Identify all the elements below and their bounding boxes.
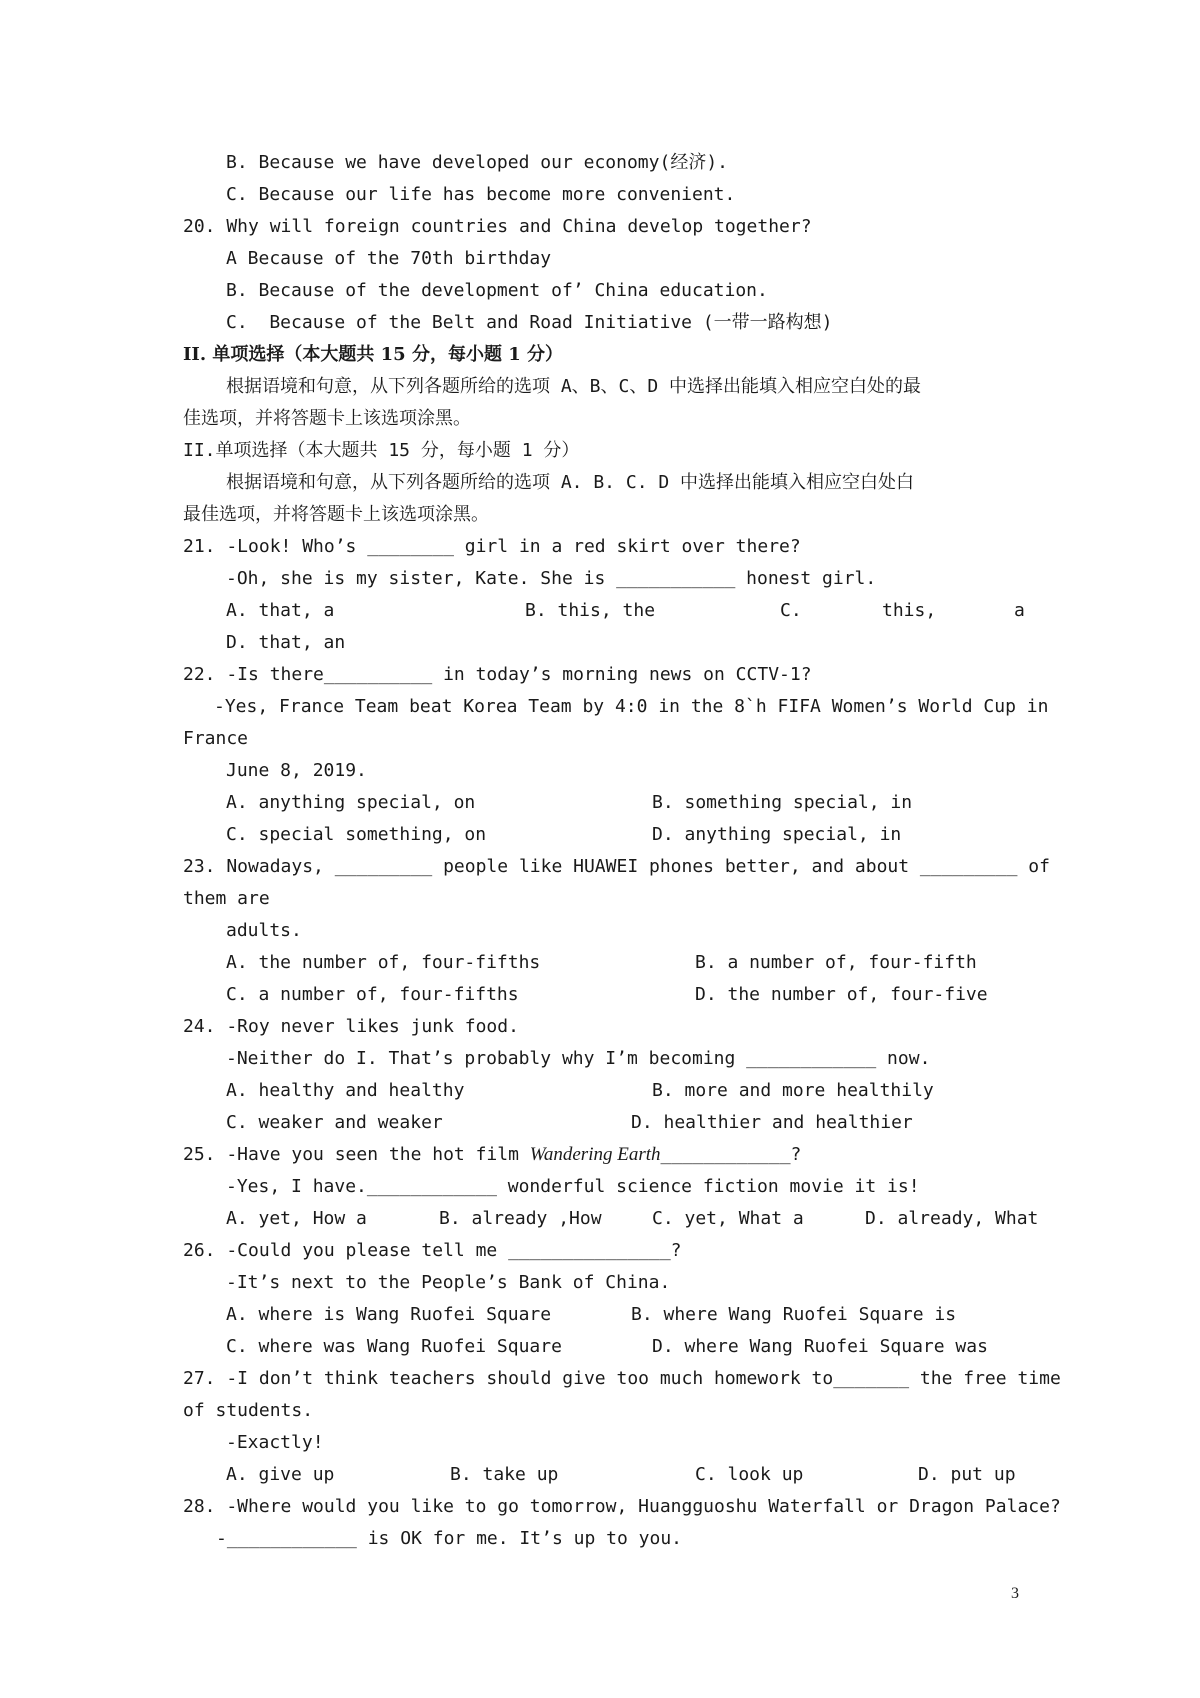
q19-option-b: B. Because we have developed our economy(经济). [226,152,728,173]
q20-option-c: C. Because of the Belt and Road Initiative (一带一路构想) [226,312,833,333]
q25-question-line2: -Yes, I have.____________ wonderful science fiction movie it is! [226,1176,920,1197]
q23-question-end: adults. [226,920,302,941]
q20-option-a: A Because of the 70th birthday [226,248,552,269]
q20-question: 20. Why will foreign countries and China develop together? [183,216,812,237]
section-instructions-cont: 佳选项，并将答题卡上该选项涂黑。 [183,408,471,429]
q24-option-a: A. healthy and healthy [226,1080,465,1101]
q25-option-d: D. already, What [865,1208,1039,1229]
q24-option-d: D. healthier and healthier [631,1112,913,1133]
section-instructions-repeat-cont: 最佳选项，并将答题卡上该选项涂黑。 [183,504,489,525]
q27-option-b: B. take up [450,1464,559,1485]
q27-option-a: A. give up [226,1464,335,1485]
q21-question-line2: -Oh, she is my sister, Kate. She is ___________ honest girl. [226,568,877,589]
q27-option-d: D. put up [918,1464,1016,1485]
q25-film-title: Wandering Earth [529,1144,661,1165]
q22-answer-line: -Yes, France Team beat Korea Team by 4:0 in the 8`h FIFA Women’s World Cup in [214,696,1049,717]
q23-option-a: A. the number of, four-fifths [226,952,541,973]
q24-question-line2: -Neither do I. That’s probably why I’m becoming ____________ now. [226,1048,931,1069]
section-instructions-repeat: 根据语境和句意，从下列各题所给的选项 A. B. C. D 中选择出能填入相应空白处白 [226,472,915,493]
q24-question: 24. -Roy never likes junk food. [183,1016,519,1037]
q22-option-b: B. something special, in [652,792,913,813]
q22-answer-date: June 8, 2019. [226,760,367,781]
q26-option-a: A. where is Wang Ruofei Square [226,1304,552,1325]
q19-option-c: C. Because our life has become more convenient. [226,184,736,205]
q24-option-b: B. more and more healthily [652,1080,934,1101]
q21-option-c-text: this, [882,600,937,621]
q21-option-d: D. that, an [226,632,346,653]
q21-option-b: B. this, the [525,600,656,621]
q26-option-c: C. where was Wang Ruofei Square [226,1336,562,1357]
q23-option-b: B. a number of, four-fifth [695,952,977,973]
q25-option-b: B. already ,How [439,1208,602,1229]
q21-question: 21. -Look! Who’s ________ girl in a red skirt over there? [183,536,801,557]
q26-option-d: D. where Wang Ruofei Square was [652,1336,988,1357]
q22-answer-cont: France [183,728,249,749]
q27-answer: -Exactly! [226,1432,324,1453]
q21-option-c-letter: C. [780,600,802,621]
page-number: 3 [1011,1585,1019,1602]
q25-question [183,1144,801,1166]
q25-question-text: 25. -Have you seen the hot film [183,1144,530,1165]
q23-question: 23. Nowadays, _________ people like HUAWEI phones better, and about _________ of [183,856,1050,877]
q25-question-blank: ____________? [660,1144,802,1165]
q26-question-line2: -It’s next to the People’s Bank of China. [226,1272,671,1293]
section-instructions: 根据语境和句意，从下列各题所给的选项 A、B、C、D 中选择出能填入相应空白处的最 [226,376,922,397]
q23-option-c: C. a number of, four-fifths [226,984,519,1005]
section-heading: II. 单项选择（本大题共 15 分，每小题 1 分） [183,344,564,365]
section-heading-repeat: II.单项选择（本大题共 15 分，每小题 1 分） [183,440,580,461]
q22-option-d: D. anything special, in [652,824,902,845]
q27-question-cont: of students. [183,1400,314,1421]
q22-option-c: C. special something, on [226,824,487,845]
q24-option-c: C. weaker and weaker [226,1112,443,1133]
q28-answer: -____________ is OK for me. It’s up to you. [216,1528,682,1549]
q28-question: 28. -Where would you like to go tomorrow, Huangguoshu Waterfall or Dragon Palace? [183,1496,1061,1517]
q22-option-a: A. anything special, on [226,792,476,813]
q23-question-cont: them are [183,888,270,909]
q22-question: 22. -Is there__________ in today’s morning news on CCTV-1? [183,664,812,685]
q25-option-c: C. yet, What a [652,1208,804,1229]
q27-question: 27. -I don’t think teachers should give too much homework to_______ the free time [183,1368,1061,1389]
q26-option-b: B. where Wang Ruofei Square is [631,1304,957,1325]
q27-option-c: C. look up [695,1464,804,1485]
q20-option-b: B. Because of the development of’ China education. [226,280,768,301]
q21-option-c-article: a [1014,600,1025,621]
q26-question: 26. -Could you please tell me _______________? [183,1240,682,1261]
q25-option-a: A. yet, How a [226,1208,367,1229]
q21-option-a: A. that, a [226,600,335,621]
q23-option-d: D. the number of, four-five [695,984,988,1005]
